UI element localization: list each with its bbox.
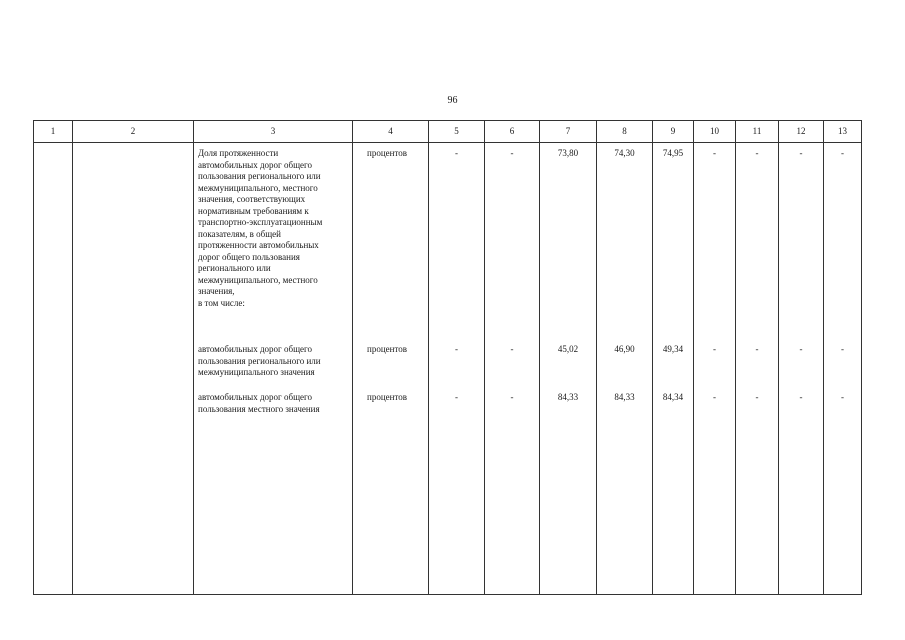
value: -	[841, 148, 844, 158]
value: 84,33	[557, 392, 579, 402]
indicator-name-line: автомобильных дорог общего	[198, 392, 312, 402]
indicator-name-line: автомобильных дорог общего	[198, 159, 312, 170]
column-header: 5	[429, 121, 485, 143]
value: -	[841, 392, 844, 402]
value: 84,34	[662, 392, 684, 402]
value-cell-col11	[736, 143, 779, 595]
indicator-name-line: Доля протяженности	[198, 148, 279, 158]
indicator-name-line: значения,	[198, 286, 235, 296]
indicator-name-main	[194, 148, 352, 332]
value: -	[841, 344, 844, 354]
value: -	[713, 148, 716, 158]
value: -	[510, 392, 514, 402]
column-header: 7	[540, 121, 597, 143]
value-cell-col13	[824, 143, 862, 595]
indicator-name-line: значения, соответствующих	[198, 194, 306, 204]
column-header: 11	[736, 121, 779, 143]
unit-value: процентов	[367, 148, 408, 158]
value: -	[713, 344, 716, 354]
value: -	[755, 392, 759, 402]
indicator-name-regional	[194, 344, 352, 380]
value: -	[713, 392, 716, 402]
value-cell-col8	[597, 143, 653, 595]
column-header: 13	[824, 121, 862, 143]
indicator-name-line: межмуниципального, местного	[198, 182, 318, 193]
unit-value: процентов	[367, 392, 408, 402]
value: -	[799, 344, 803, 354]
column-header: 12	[779, 121, 824, 143]
indicator-name-local	[194, 392, 352, 416]
indicator-name-cell	[194, 143, 353, 595]
column-header: 1	[34, 121, 73, 143]
indicator-name-line: межмуниципального, местного	[198, 274, 318, 285]
column-header: 3	[194, 121, 353, 143]
value-cell-col6	[485, 143, 540, 595]
header-row	[34, 121, 862, 143]
unit-cell	[353, 143, 429, 595]
indicator-name-line: дорог общего пользования	[198, 251, 300, 262]
indicator-name-line: показателям, в общей	[198, 228, 281, 239]
indicator-table	[33, 120, 862, 595]
value: 74,30	[614, 148, 635, 158]
value-cell-col12	[779, 143, 824, 595]
value: 45,02	[557, 344, 579, 354]
page-number: 96	[447, 95, 458, 106]
value: -	[455, 148, 458, 158]
value-cell-col7	[540, 143, 597, 595]
value: -	[510, 148, 514, 158]
indicator-name-line: нормативным требованиям к	[198, 205, 309, 216]
indicator-name-line: автомобильных дорог общего	[198, 344, 312, 354]
value: 84,33	[614, 392, 635, 402]
value: 74,95	[662, 148, 684, 158]
indicator-name-line: регионального или	[198, 263, 271, 273]
value-cell-col5	[429, 143, 485, 595]
unit-value: процентов	[367, 344, 408, 354]
indicator-name-line: пользования регионального или	[198, 171, 321, 181]
indicator-name-line: протяженности автомобильных	[198, 240, 319, 250]
indicator-name-line: пользования местного значения	[198, 403, 320, 414]
value: -	[755, 148, 759, 158]
value: -	[455, 392, 458, 402]
program-cell	[73, 143, 194, 595]
value: 46,90	[614, 344, 635, 354]
column-header: 4	[353, 121, 429, 143]
indicator-name-line: в том числе:	[198, 297, 245, 308]
column-header: 9	[653, 121, 694, 143]
column-header: 10	[694, 121, 736, 143]
column-header: 6	[485, 121, 540, 143]
indicator-name-line: межмуниципального значения	[198, 367, 315, 377]
value: -	[799, 392, 803, 402]
column-header: 2	[73, 121, 194, 143]
value: 73,80	[557, 148, 579, 158]
table-row	[34, 143, 862, 595]
indicator-name-line: транспортно-эксплуатационным	[198, 217, 323, 227]
value: -	[799, 148, 803, 158]
indicator-name-line: пользования регионального или	[198, 355, 321, 366]
value: -	[510, 344, 514, 354]
row-number-cell	[34, 143, 73, 595]
value: -	[755, 344, 759, 354]
value: -	[455, 344, 458, 354]
value-cell-col9	[653, 143, 694, 595]
column-header: 8	[597, 121, 653, 143]
value: 49,34	[662, 344, 684, 354]
value-cell-col10	[694, 143, 736, 595]
